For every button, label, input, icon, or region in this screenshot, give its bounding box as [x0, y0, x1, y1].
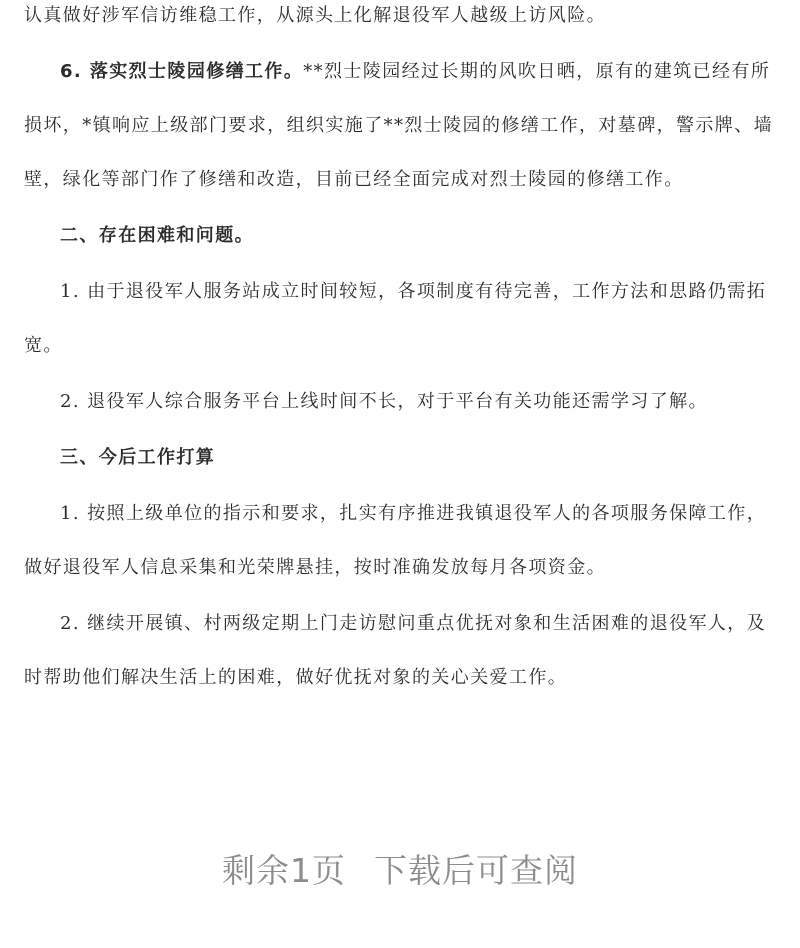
- paragraph: 1. 按照上级单位的指示和要求，扎实有序推进我镇退役军人的各项服务保障工作，做好退役军人信息采集和光荣牌悬挂，按时准确发放每月各项资金。: [24, 503, 767, 578]
- section-heading: 三、今后工作打算: [60, 447, 216, 468]
- paragraph: [24, 45, 780, 207]
- paragraph: 1. 由于退役军人服务站成立时间较短，各项制度有待完善，工作方法和思路仍需拓宽。: [24, 281, 767, 356]
- download-to-view-link[interactable]: [222, 838, 578, 904]
- paragraph: 2. 继续开展镇、村两级定期上门走访慰问重点优抚对象和生活困难的退役军人，及时帮助他们解决生活上的困难，做好优抚对象的关心关爱工作。: [24, 613, 767, 688]
- download-label: 下载后可查阅: [374, 851, 578, 890]
- section-item-heading: 6. 落实烈士陵园修缮工作。: [60, 61, 304, 82]
- section-heading: 二、存在困难和问题。: [60, 225, 254, 246]
- paragraph: 认真做好涉军信访维稳工作，从源头上化解退役军人越级上访风险。: [24, 5, 606, 26]
- section-item-body: **烈士陵园经过长期的风吹日晒，原有的建筑已经有所损坏，*镇响应上级部门要求，组织实施了**烈士陵园的修缮工作，对墓碑，警示牌、墙壁，绿化等部门作了修缮和改造，目前已经全面完成对烈士陵园的修缮工作。: [24, 61, 773, 190]
- document-body: [24, 0, 780, 705]
- paragraph: 2. 退役军人综合服务平台上线时间不长，对于平台有关功能还需学习了解。: [60, 391, 708, 412]
- remaining-pages-label: 剩余1页: [222, 851, 346, 890]
- download-prompt: [0, 838, 800, 908]
